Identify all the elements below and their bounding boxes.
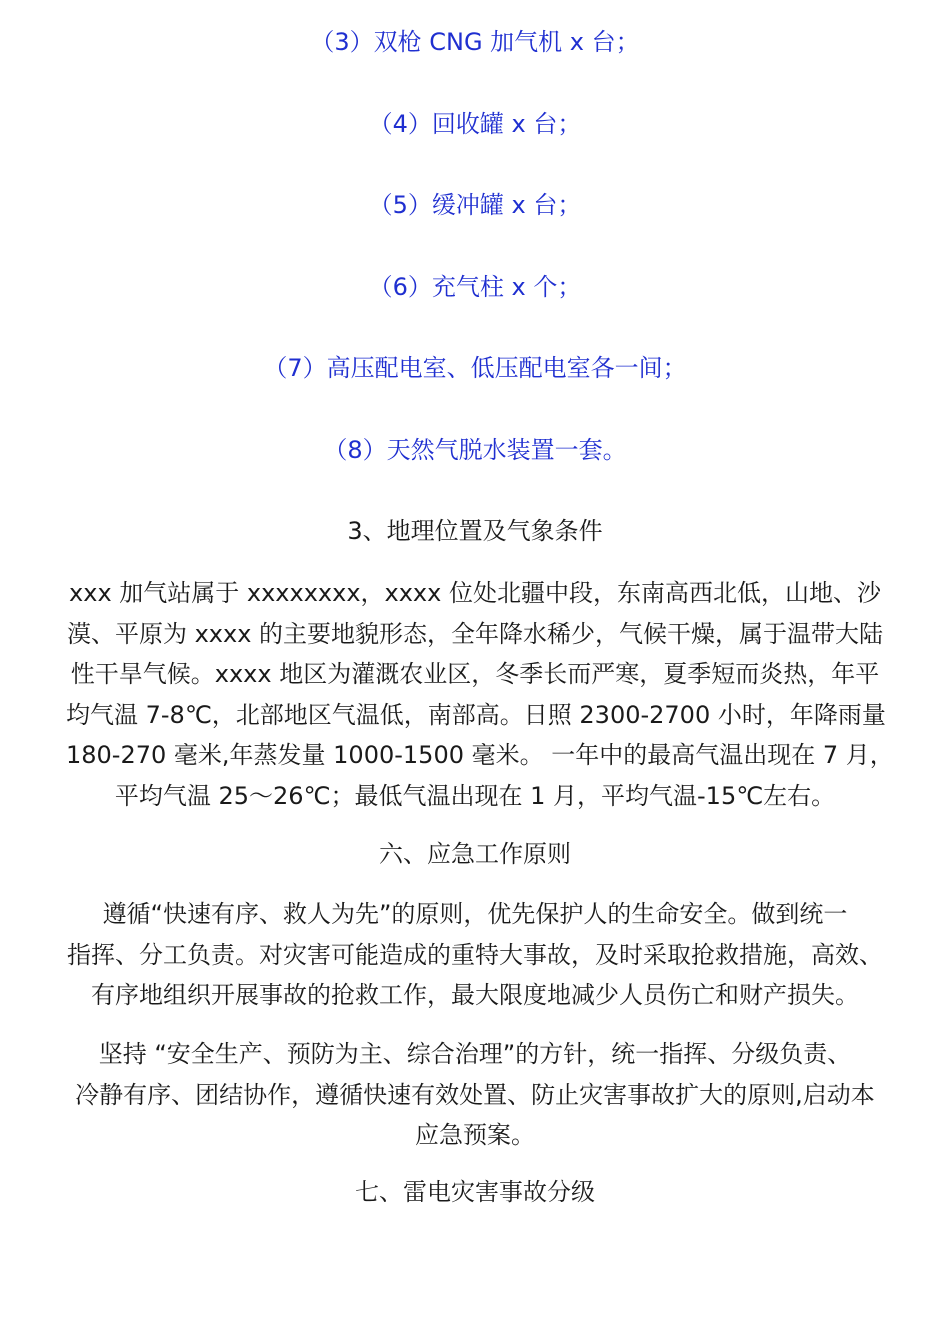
paragraph-line: 均气温 7-8℃，北部地区气温低，南部高。日照 2300-2700 小时，年降雨量 xyxy=(66,700,886,729)
equipment-item-6: （6）充气柱 x 个； xyxy=(368,273,582,301)
equipment-item-3: （3）双枪 CNG 加气机 x 台； xyxy=(310,28,640,56)
paragraph-line: 漠、平原为 xxxx 的主要地貌形态，全年降水稀少，气候干燥，属于温带大陆 xyxy=(66,619,884,648)
paragraph-line: 应急预案。 xyxy=(415,1121,535,1149)
equipment-item-5: （5）缓冲罐 x 台； xyxy=(368,191,582,219)
section-heading-grading: 七、雷电灾害事故分级 xyxy=(355,1178,595,1206)
equipment-item-8: （8）天然气脱水装置一套。 xyxy=(323,436,627,464)
equipment-item-7: （7）高压配电室、低压配电室各一间； xyxy=(263,354,687,382)
paragraph-line: 性干旱气候。xxxx 地区为灌溉农业区，冬季长而严寒，夏季短而炎热，年平 xyxy=(70,660,880,688)
paragraph-line: xxx 加气站属于 xxxxxxxx，xxxx 位处北疆中段，东南高西北低，山地、沙 xyxy=(69,579,881,607)
paragraph-line: 指挥、分工负责。对灾害可能造成的重特大事故，及时采取抢救措施，高效、 xyxy=(67,940,883,969)
paragraph-line: 冷静有序、团结协作，遵循快速有效处置、防止灾害事故扩大的原则,启动本 xyxy=(75,1080,875,1109)
paragraph-line: 有序地组织开展事故的抢救工作，最大限度地减少人员伤亡和财产损失。 xyxy=(91,981,859,1009)
equipment-item-4: （4）回收罐 x 台； xyxy=(368,110,582,138)
paragraph-line: 坚持 “安全生产、预防为主、综合治理”的方针，统一指挥、分级负责、 xyxy=(98,1040,852,1068)
paragraph-line: 平均气温 25～26℃；最低气温出现在 1 月，平均气温-15℃左右。 xyxy=(114,781,836,810)
section-heading-geography: 3、地理位置及气象条件 xyxy=(347,517,603,545)
section-heading-principles: 六、应急工作原则 xyxy=(379,840,571,868)
paragraph-line: 遵循“快速有序、救人为先”的原则，优先保护人的生命安全。做到统一 xyxy=(102,900,848,928)
paragraph-geography xyxy=(66,573,894,816)
paragraph-line: 180-270 毫米,年蒸发量 1000-1500 毫米。 一年中的最高气温出现在 7 月， xyxy=(66,741,894,769)
paragraph-principles-1 xyxy=(66,894,884,1016)
paragraph-principles-2 xyxy=(66,1034,884,1156)
